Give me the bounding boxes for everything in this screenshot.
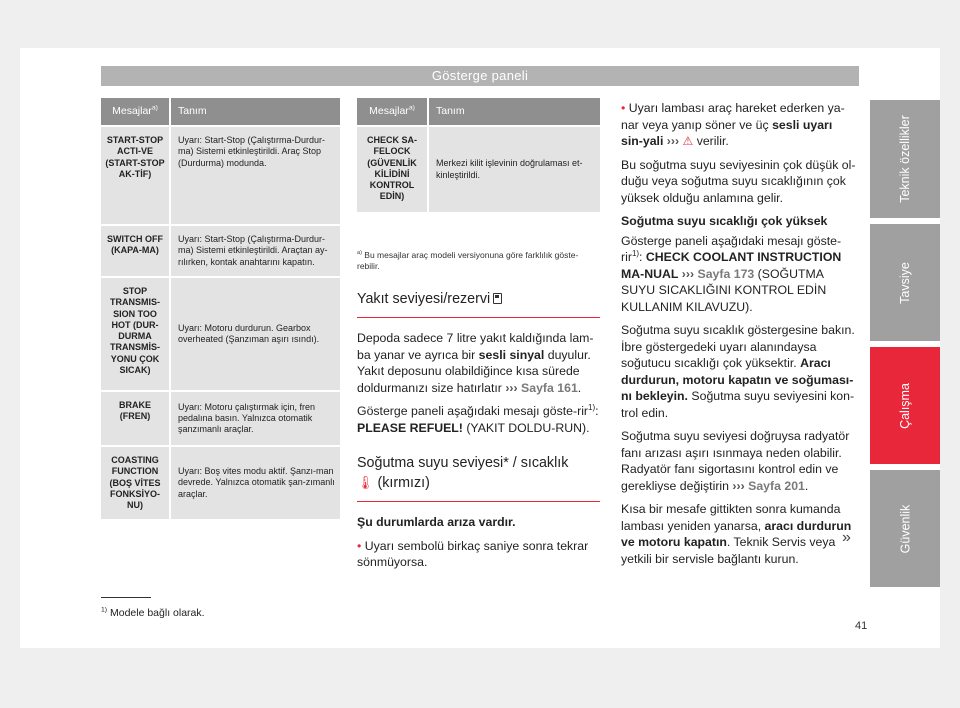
message-code: SWITCH OFF (KAPA-MA) bbox=[107, 234, 163, 256]
fuel-paragraph-1: Depoda sadece 7 litre yakıt kaldığında lam-ba yanar ve ayrıca bir sesli sinyal duyulur. Yakıt deposunu olabildiğince kısa sürede doldurmanızı size hatırlatır ››› Sayfa 161. bbox=[357, 331, 594, 395]
coolant-short-paragraph: Kısa bir mesafe gittikten sonra kumanda lambası yeniden yanarsa, aracı durdurun ve motoru kapatın. Teknik Servis veya yetkili bir servisle bağlantı kurun. bbox=[621, 502, 852, 566]
message-code: BRAKE (FREN) bbox=[118, 400, 151, 422]
bullet-icon: • bbox=[357, 538, 362, 553]
table-row bbox=[101, 224, 340, 276]
page-header: Gösterge paneli bbox=[101, 66, 859, 86]
header-description: Tanım bbox=[169, 98, 340, 125]
message-code: START-STOP ACTI-VE (START-STOP AK-TİF) bbox=[105, 135, 165, 179]
coolant-bullet-1: • Uyarı sembolü birkaç saniye sonra tekrar sönmüyorsa. bbox=[357, 538, 589, 569]
coolant-section-title: Soğutma suyu seviyesi* / sıcaklık 🌡 (kırmızı) bbox=[357, 454, 600, 502]
messages-table-1 bbox=[101, 98, 340, 519]
coolant-fan-paragraph: Soğutma suyu seviyesi doğruysa radyatör fanı arızası aşırı ısınmaya neden olabilir. Radyatör fanı sigortasını kontrol edin ve gerekliyse değiştirin ››› Sayfa 201. bbox=[621, 429, 850, 493]
fuel-pump-icon bbox=[493, 293, 502, 304]
page-footnote: $^{1)}$ Modele bağlı olarak. bbox=[101, 606, 205, 619]
continue-arrow-icon: » bbox=[842, 529, 851, 546]
page-number: 41 bbox=[855, 620, 868, 632]
page-link-173[interactable]: Sayfa 173 bbox=[697, 266, 755, 281]
table-row bbox=[357, 125, 600, 212]
middle-column bbox=[357, 250, 600, 578]
coolant-bullet-2: • Uyarı lambası araç hareket ederken ya-nar veya yanıp söner ve üç sesli uyarı sin-yali ››› ⚠ verilir. bbox=[621, 101, 845, 148]
message-description: Uyarı: Start-Stop (Çalıştırma-Durdur-ma) Sistemi etkinleştirildi. Araçtan ay-rılırken, kontak anahtarını kapatın. bbox=[169, 226, 340, 276]
bullet-icon: • bbox=[621, 101, 626, 115]
fuel-paragraph-2: Gösterge paneli aşağıdaki mesajı göste-rir$^{1)}$: PLEASE REFUEL! (YAKIT DOLDU-RUN). bbox=[357, 402, 599, 435]
coolant-message-paragraph: Gösterge paneli aşağıdaki mesajı göste-rir$^{1)}$: CHECK COOLANT INSTRUCTION MA-NUAL ››› Sayfa 173 (SOĞUTMA SUYU SICAKLIĞINI KONTROL EDİN KULLANIM KILAVUZU). bbox=[621, 233, 842, 314]
message-description: Merkezi kilit işlevinin doğrulaması et-kinleştirildi. bbox=[427, 127, 600, 212]
table-header bbox=[357, 98, 600, 125]
tab-tavsiye[interactable]: Tavsiye bbox=[870, 224, 940, 341]
warning-triangle-icon: ⚠ bbox=[682, 134, 694, 148]
header-messages: Mesajlar$^{a)}$ bbox=[369, 104, 415, 117]
tab-guvenlik[interactable]: Güvenlik bbox=[870, 470, 940, 587]
message-description: Uyarı: Motoru durdurun. Gearbox overheated (Şanzıman aşırı ısındı). bbox=[169, 278, 340, 390]
message-code: STOP TRANSMIS-SION TOO HOT (DUR-DURMA TRANSMİS-YONU ÇOK SICAK) bbox=[110, 286, 160, 375]
table-footnote: $^{a)}$ Bu mesajlar araç modeli versiyonuna göre farklılık göste-rebilir. bbox=[357, 250, 579, 271]
coolant-subhead: Şu durumlarda arıza vardır. bbox=[357, 515, 516, 529]
messages-table-2 bbox=[357, 98, 600, 212]
header-description: Tanım bbox=[427, 98, 600, 125]
message-description: Uyarı: Start-Stop (Çalıştırma-Durdur-ma) Sistemi etkinleştirildi. Araç Stop (Durdurma) modunda. bbox=[169, 127, 340, 224]
coolant-high-heading: Soğutma suyu sıcaklığı çok yüksek bbox=[621, 214, 828, 228]
table-row bbox=[101, 390, 340, 445]
fuel-section-title: Yakıt seviyesi/rezervi bbox=[357, 290, 600, 318]
right-column bbox=[621, 100, 857, 574]
message-code: CHECK SA-FELOCK (GÜVENLİK KİLİDİNİ KONTROL EDİN) bbox=[366, 135, 417, 202]
header-messages: Mesajlar$^{a)}$ bbox=[112, 104, 158, 117]
table-header bbox=[101, 98, 340, 125]
coolant-temperature-icon: 🌡 bbox=[357, 475, 374, 490]
footnote-divider bbox=[101, 597, 151, 598]
message-description: Uyarı: Motoru çalıştırmak için, fren pedalına basın. Yalnızca otomatik şanzımanlı araçlar. bbox=[169, 392, 340, 445]
table-row bbox=[101, 125, 340, 224]
tab-calisma[interactable]: Çalışma bbox=[870, 347, 940, 464]
tab-teknik-ozellikler[interactable]: Teknik özellikler bbox=[870, 100, 940, 218]
coolant-low-paragraph: Bu soğutma suyu seviyesinin çok düşük ol-duğu veya soğutma suyu sıcaklığının çok yüksek olduğu anlamına gelir. bbox=[621, 157, 856, 205]
page-link-161[interactable]: Sayfa 161 bbox=[521, 380, 578, 395]
table-row bbox=[101, 445, 340, 519]
coolant-gauge-paragraph: Soğutma suyu sıcaklık göstergesine bakın. İbre göstergedeki uyarı alanındaysa soğutucu sıcaklığı çok yüksektir. Aracı durdurun, motoru kapatın ve soğuması-nı bekleyin. Soğutma suyu seviyesini kon-trol edin. bbox=[621, 323, 855, 420]
page-link-201[interactable]: Sayfa 201 bbox=[748, 478, 805, 493]
table-row bbox=[101, 276, 340, 390]
message-description: Uyarı: Boş vites modu aktif. Şanzı-man devrede. Yalnızca otomatik şan-zımanlı araçlar. bbox=[169, 447, 340, 519]
message-code: COASTING FUNCTION (BOŞ VİTES FONKSİYO-NU) bbox=[109, 455, 161, 510]
